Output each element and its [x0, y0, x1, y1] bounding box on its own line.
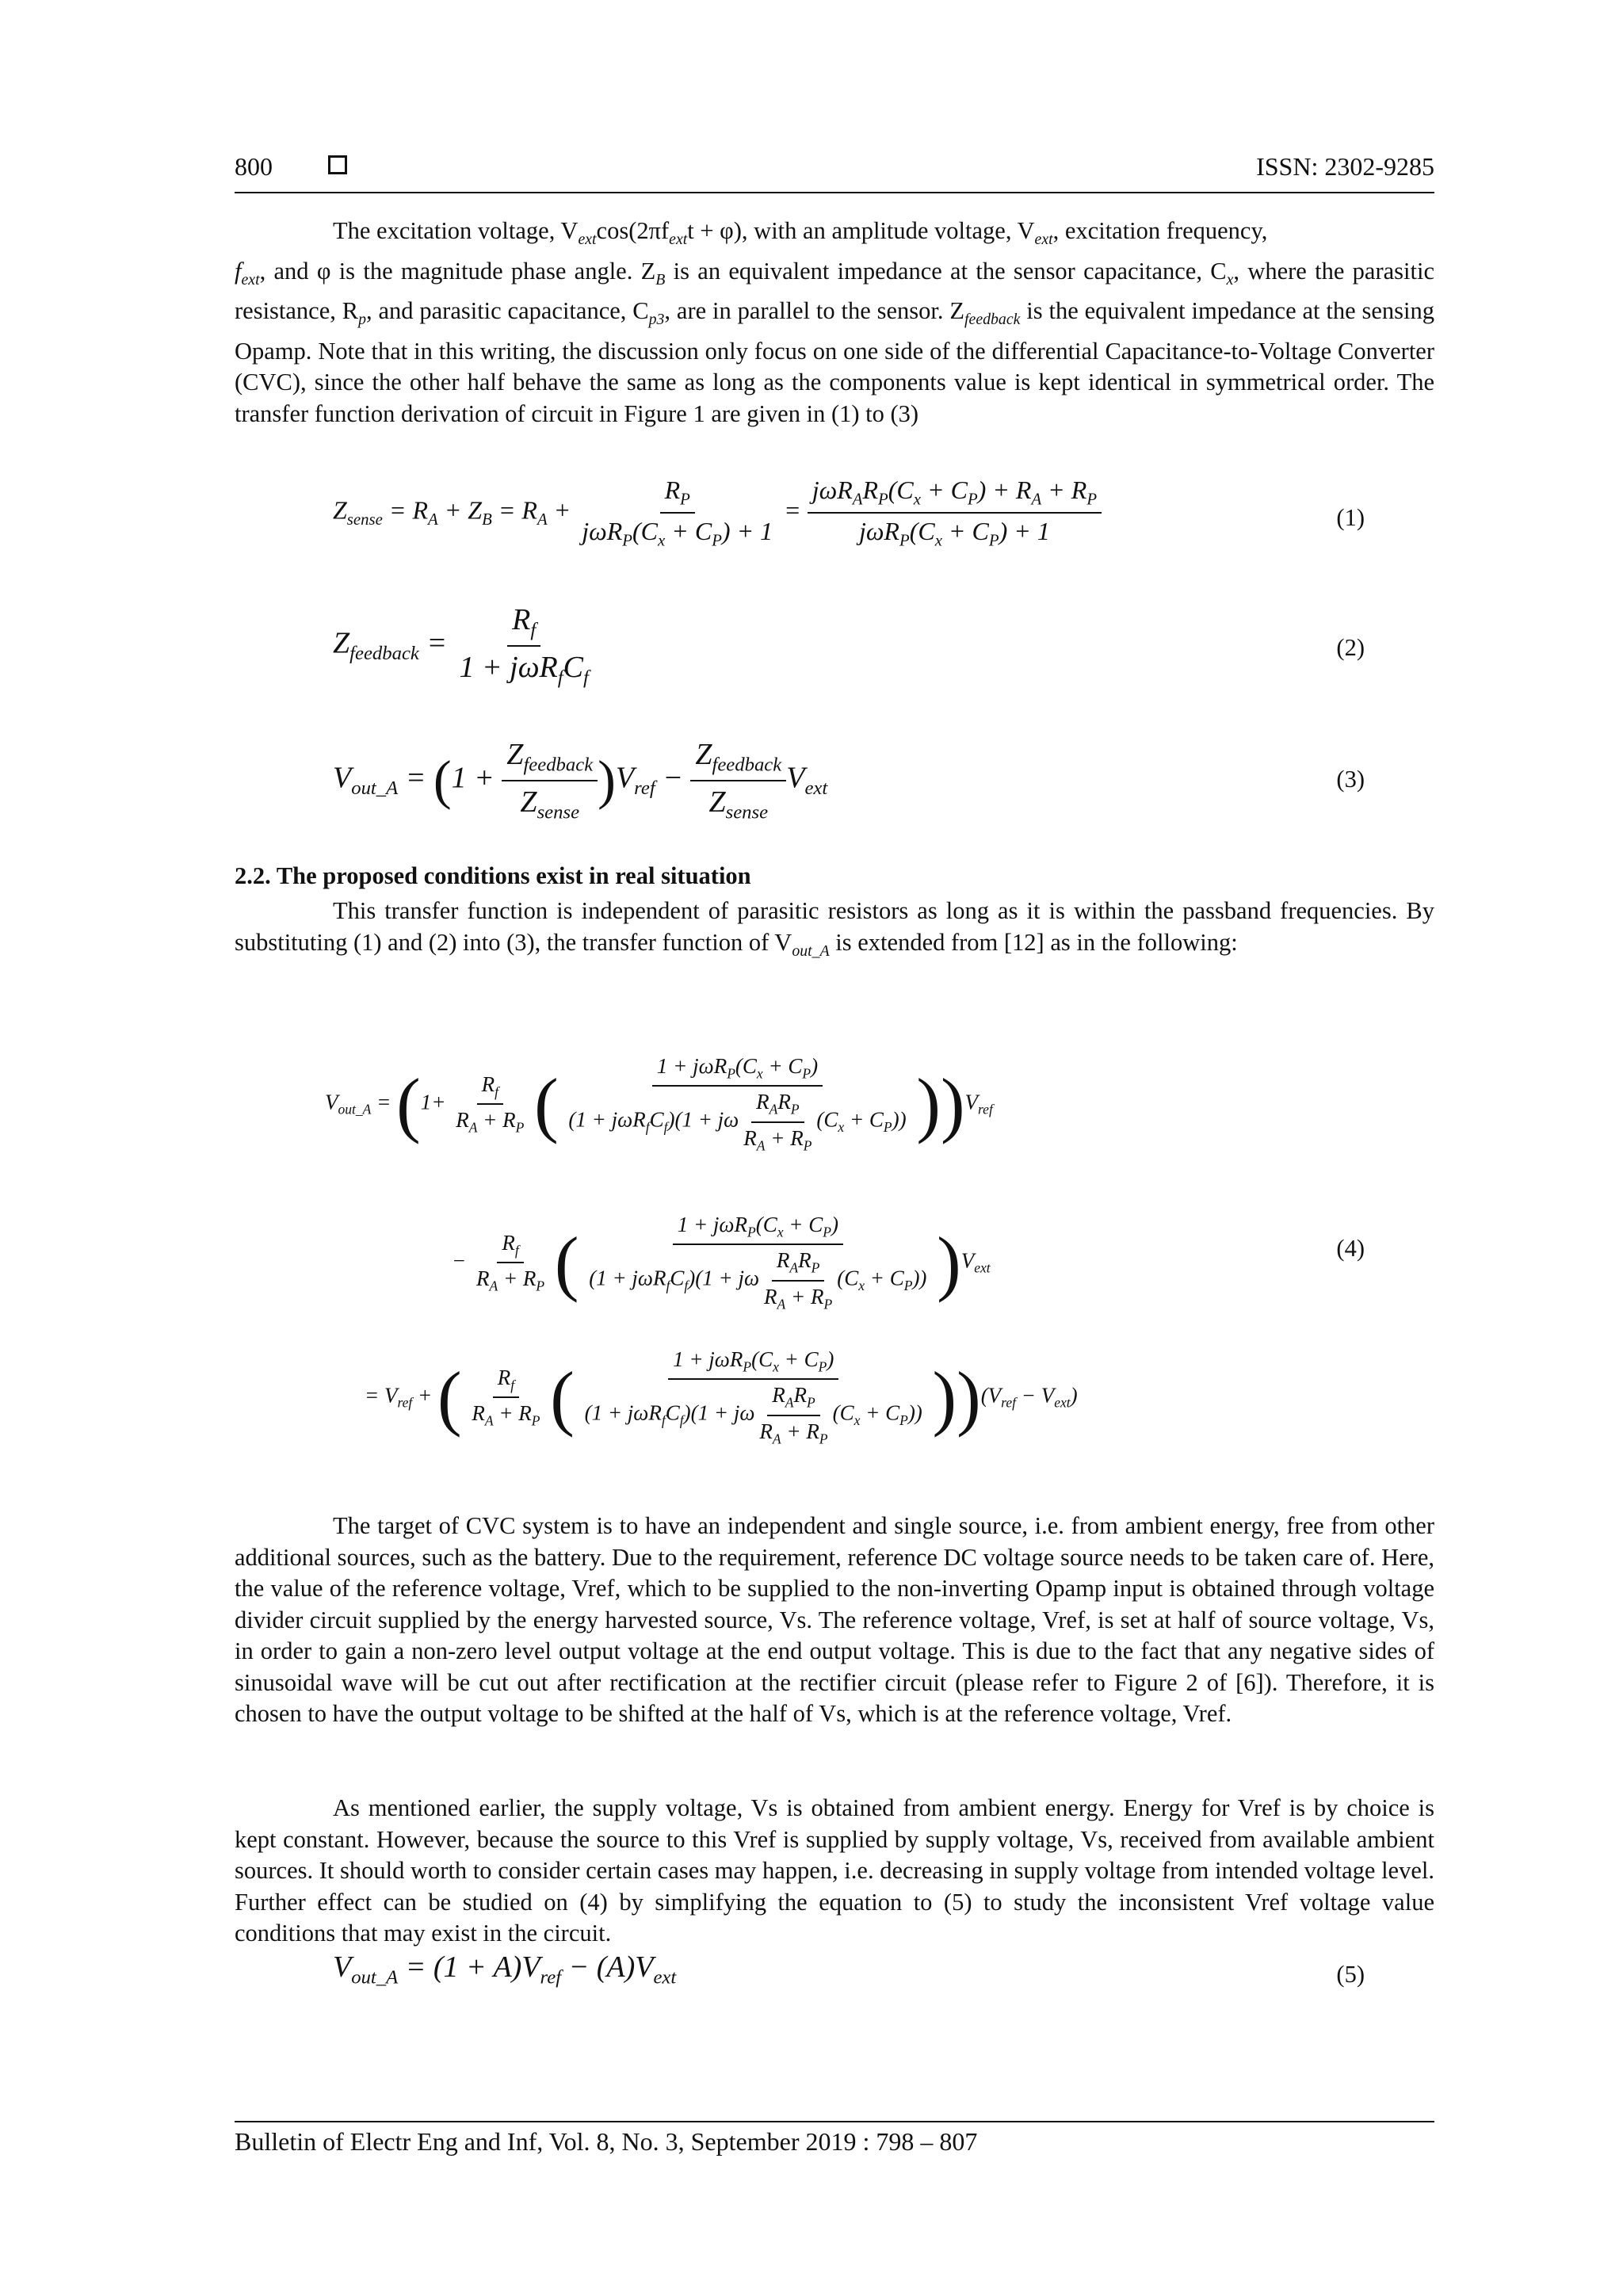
header-rule — [235, 192, 1434, 193]
section-heading: 2.2. The proposed conditions exist in real situation — [235, 862, 751, 889]
equation-4-line-2: − $\frac{R_f}{R_A + R_P}$ ( $1 + j\omega R_P(C_x + C_P)$ $(1 + j\omega R_fC_f)(1 + j\omega$ $\frac{R_AR_P}{R_A + R_P}$ $(C_x + C_P)$) )$V_{ext}$ — [452, 1213, 991, 1312]
equation-1: $Z_{sense} = R_A + Z_B = R_A$ + $\frac{R_P}{j\omega R_P(C_x + C_P) + 1}$ = $\frac{j\omega R_AR_P(C_x + C_P) + R_A + R_P}{j\omega R_P(C_x + C_P) + 1}$ — [333, 476, 1102, 551]
equation-4-number: (4) — [1336, 1235, 1365, 1262]
equation-2-number: (2) — [1336, 634, 1365, 661]
header-square-icon — [328, 155, 347, 174]
section-2-2-paragraph: This transfer function is independent of parasitic resistors as long as it is within the passband frequencies. By substituting (1) and (2) into (3), the transfer function of $V_{out\_A}$ is extended from [12] as in the following: — [235, 897, 1434, 960]
equation-4-line-1: $V_{out\_A} = (1+$ $\frac{R_f}{R_A + R_P}$ ( $1 + j\omega R_P(C_x + C_P)$ $(1 + j\omega R_fC_f)(1 + j\omega$ $\frac{R_AR_P}{R_A + R_P}$ $(C_x + C_P)$) ))$V_{ref}$ — [325, 1054, 993, 1154]
equation-4-line-3: = $V_{ref}$ + ( $\frac{R_f}{R_A + R_P}$ ( $1 + j\omega R_P(C_x + C_P)$ $(1 + j\omega R_fC_f)(1 + j\omega$ $\frac{R_AR_P}{R_A + R_P}$ $(C_x + C_P)$) ))$(V_{ref} - V_{ext})$ — [365, 1347, 1078, 1447]
equation-1-number: (1) — [1336, 504, 1365, 531]
target-paragraph: The target of CVC system is to have an independent and single source, i.e. from ambient energy, free from other additional sources, such as the battery. Due to the requirement, reference DC voltage source needs to be taken care of. Here, the value of the reference voltage, Vref, which to be supplied to the non-inverting Opamp input is obtained through voltage divider circuit supplied by the energy harvested source, Vs. The reference voltage, Vref, is set at half of source voltage, Vs, in order to gain a non-zero level output voltage at the end output voltage. This is due to the fact that any negative sides of sinusoidal wave will be cut out after rectification at the rectifier circuit (please refer to Figure 2 of [6]). Therefore, it is chosen to have the output voltage to be shifted at the half of Vs, which is at the reference voltage, Vref. — [235, 1512, 1434, 1727]
footer-citation: Bulletin of Electr Eng and Inf, Vol. 8, No. 3, September 2019 : 798 – 807 — [235, 2127, 978, 2156]
issn-label: ISSN: 2302-9285 — [1256, 152, 1434, 181]
equation-2: $Z_{feedback}$ = $\frac{R_f}{1 + j\omega R_fC_f}$ — [333, 603, 589, 689]
intro-paragraph: The excitation voltage, $V_{ext}\cos(2\pi f_{ext}t + \varphi)$, with an amplitude voltage, $V_{ext}$, excitation frequency, $f_{ext}$, and φ is the magnitude phase angle. $Z_B$ is an equivalent impedance at the sensor capacitance, $C_x$, where the parasitic resistance, $R_p$, and parasitic capacitance, $C_{p3}$, are in parallel to the sensor. $Z_{feedback}$ is the equivalent impedance at the sensing Opamp. Note that in this writing, the discussion only focus on one side of the differential Capacitance-to-Voltage Converter (CVC), since the other half behave the same as long as the components value is kept identical in symmetrical order. The transfer function derivation of circuit in Figure 1 are given in (1) to (3) — [235, 217, 1434, 427]
supply-paragraph: As mentioned earlier, the supply voltage, Vs is obtained from ambient energy. Energy for Vref is by choice is kept constant. However, because the source to this Vref is supplied by supply voltage, Vs, received from available ambient sources. It should worth to consider certain cases may happen, i.e. decreasing in supply voltage from intended voltage level. Further effect can be studied on (4) by simplifying the equation to (5) to study the inconsistent Vref voltage value conditions that may exist in the circuit. — [235, 1794, 1434, 1946]
equation-5-number: (5) — [1336, 1961, 1365, 1988]
footer-rule — [235, 2121, 1434, 2122]
equation-3-number: (3) — [1336, 766, 1365, 793]
equation-5: $V_{out\_A} = (1 + A)V_{ref} - (A)V_{ext}$ — [333, 1950, 677, 1988]
equation-3: $V_{out\_A} = (1$ + $\frac{Z_{feedback}}{Z_{sense}}$ )$V_{ref}$ − $\frac{Z_{feedback}}{Z_{sense}}$ $V_{ext}$ — [333, 738, 828, 823]
page-number: 800 — [235, 152, 273, 181]
